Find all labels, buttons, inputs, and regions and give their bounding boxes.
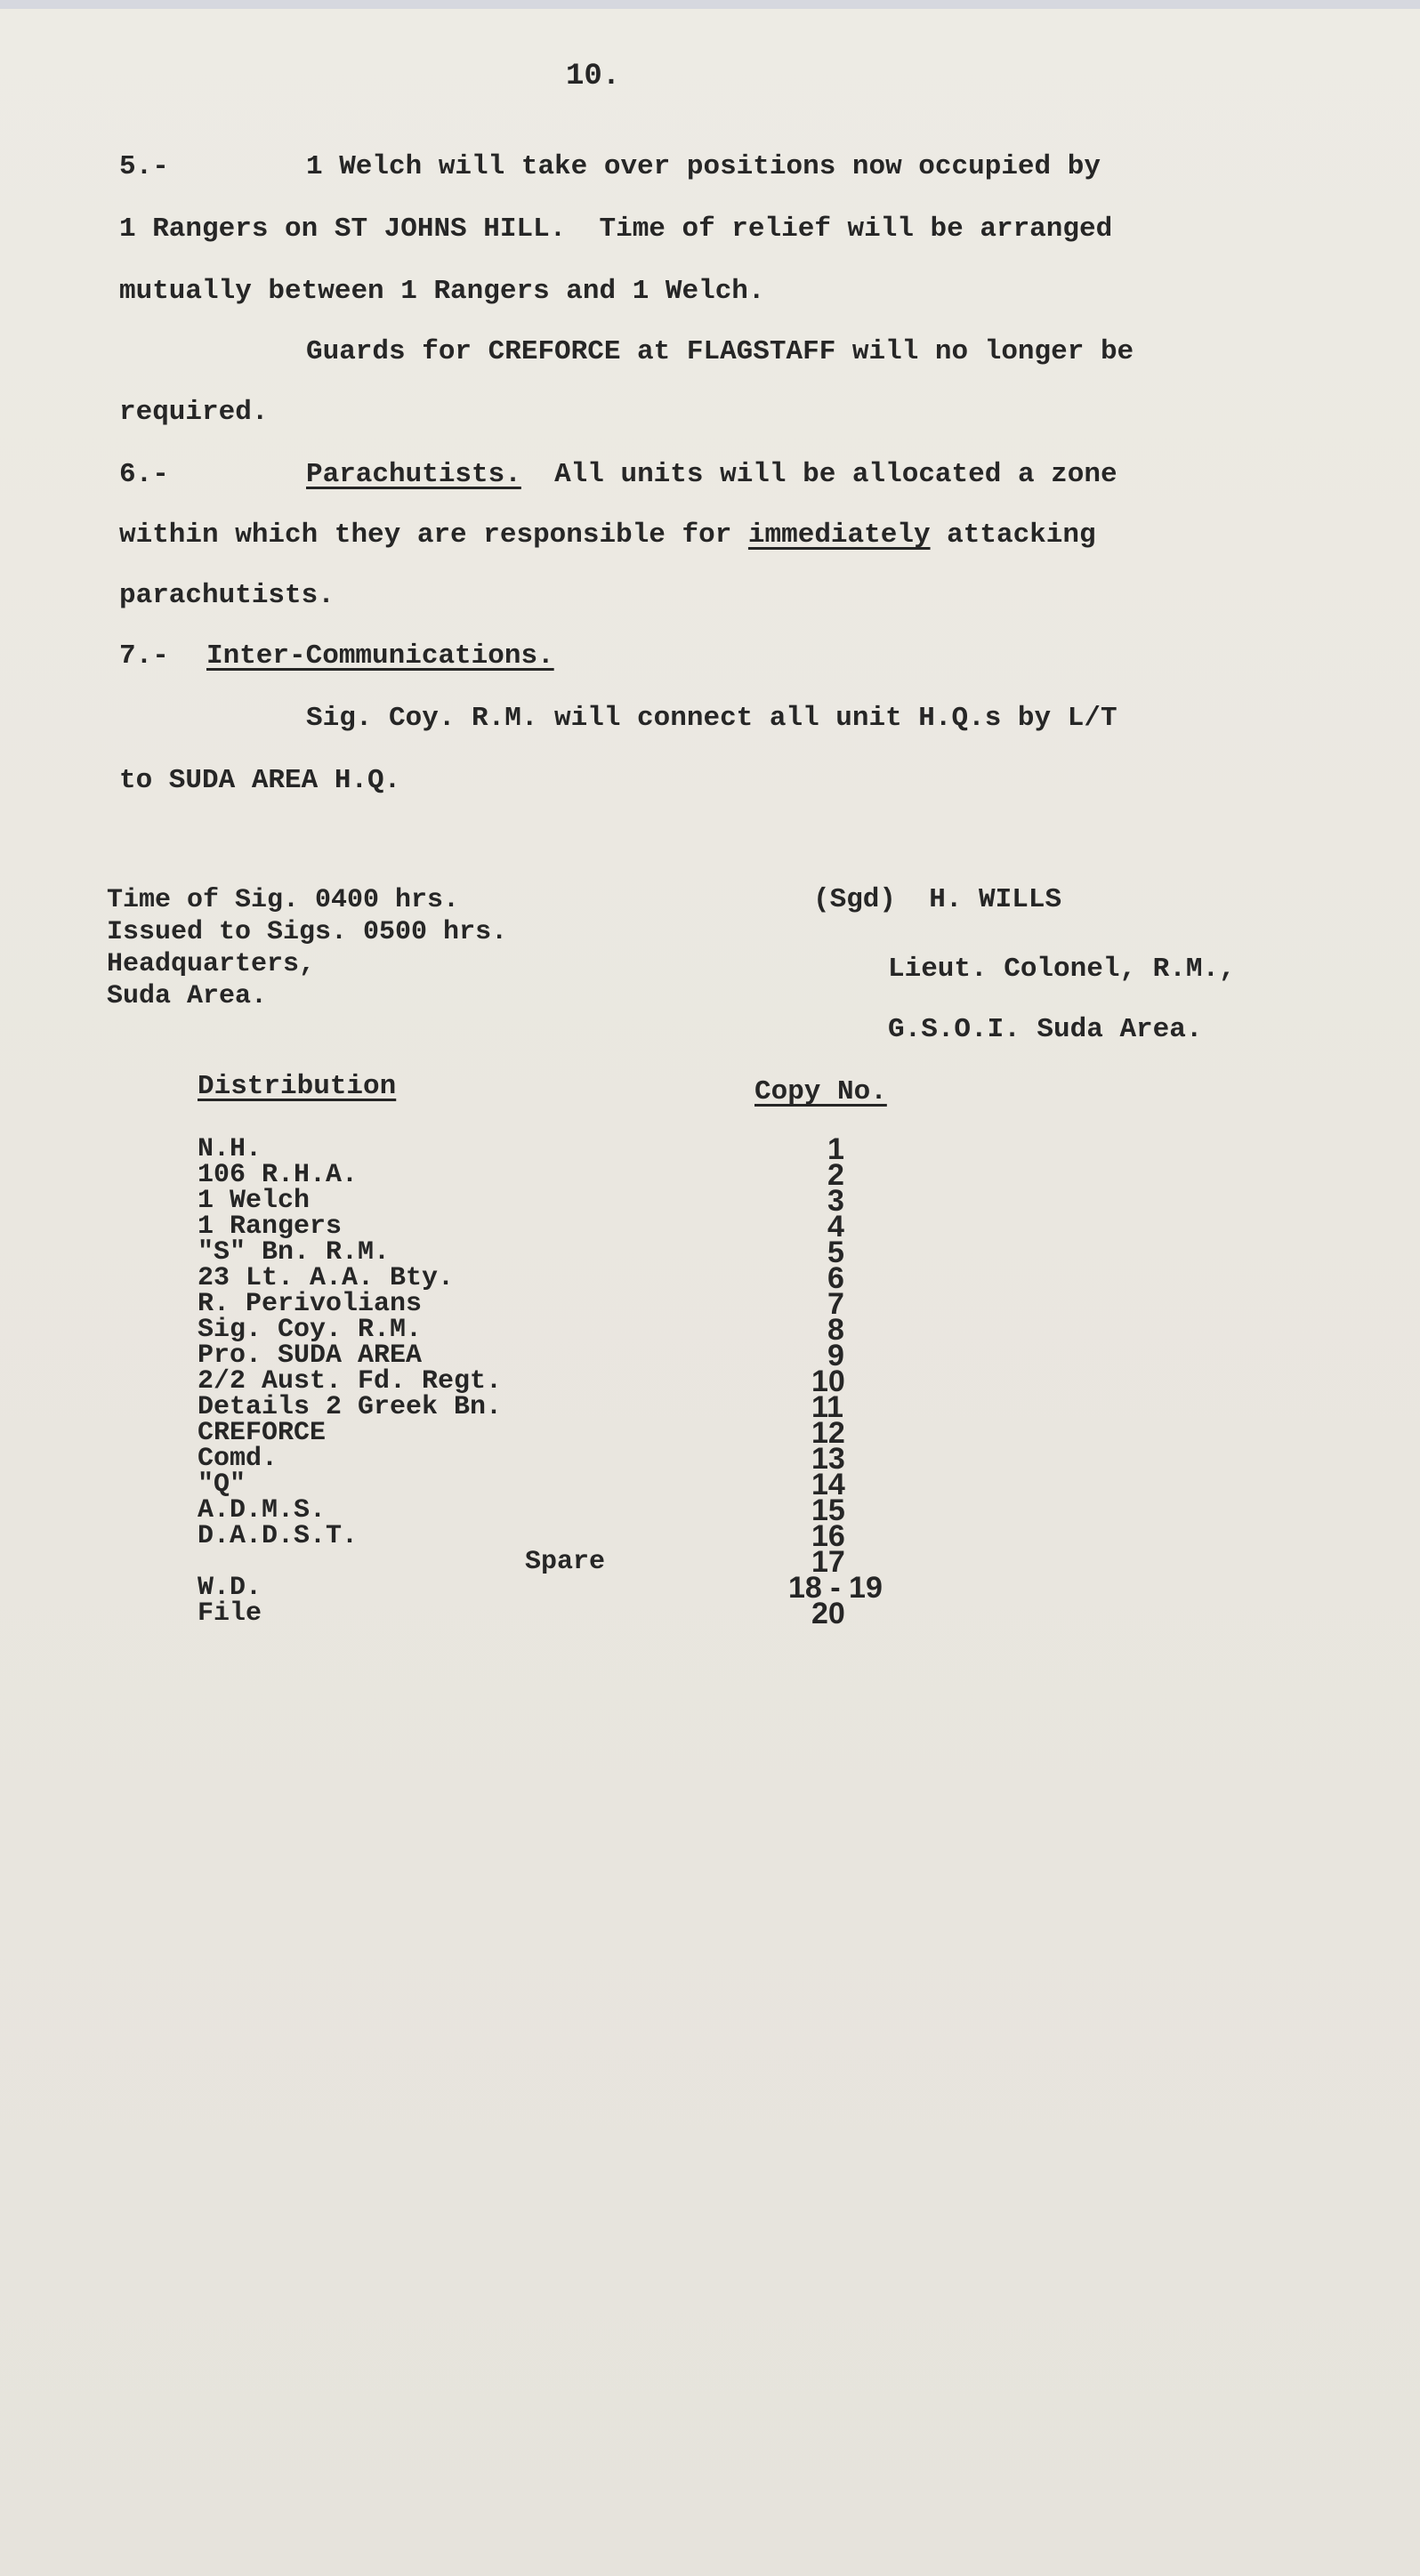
para7-heading: Inter-Communications. [206, 640, 554, 672]
copy-number: 6 [827, 1261, 844, 1295]
copy-number: 13 [811, 1442, 845, 1476]
para7-line2: to SUDA AREA H.Q. [119, 765, 401, 796]
distribution-item: Pro. SUDA AREA [198, 1340, 423, 1371]
distribution-item: Sig. Coy. R.M. [198, 1315, 423, 1345]
para6-heading: Parachutists. [306, 459, 521, 490]
distribution-item: W.D. [198, 1573, 262, 1603]
copy-number: 11 [811, 1390, 843, 1424]
para5-line1: 1 Welch will take over positions now occupied by [306, 151, 1101, 182]
distribution-item: Details 2 Greek Bn. [198, 1392, 503, 1422]
copy-number: 2 [827, 1158, 844, 1192]
para6-line1 [306, 459, 1117, 491]
distribution-item: R. Perivolians [198, 1289, 423, 1319]
copy-number: 18 - 19 [788, 1571, 883, 1605]
copy-number: 3 [827, 1184, 844, 1218]
distribution-item: 23 Lt. A.A. Bty. [198, 1263, 455, 1293]
copy-number: 4 [827, 1210, 844, 1244]
para6-line3: parachutists. [119, 580, 335, 611]
distribution-item: D.A.D.S.T. [198, 1521, 359, 1551]
para5-line4: Guards for CREFORCE at FLAGSTAFF will no longer be [306, 336, 1134, 367]
distribution-item: "S" Bn. R.M. [198, 1237, 391, 1268]
signature-sgd: (Sgd) H. WILLS [813, 884, 1062, 915]
signature-post: G.S.O.I. Suda Area. [888, 1014, 1203, 1045]
issued-to-sigs: Issued to Sigs. 0500 hrs. [107, 917, 508, 947]
copy-number: 14 [811, 1468, 845, 1501]
para7-line1: Sig. Coy. R.M. will connect all unit H.Q.s by L/T [306, 703, 1117, 734]
page-top-edge [0, 0, 1420, 9]
distribution-item: File [198, 1598, 262, 1629]
distribution-item: CREFORCE [198, 1418, 327, 1448]
distribution-item: "Q" [198, 1469, 246, 1500]
para5-number: 5.- [119, 151, 169, 182]
copy-number: 1 [827, 1132, 844, 1166]
para6-line2-a: within which they are responsible for [119, 519, 748, 551]
copy-number: 12 [811, 1416, 845, 1450]
copy-number: 10 [811, 1364, 845, 1398]
para5-line5: required. [119, 397, 269, 428]
copy-number: 17 [811, 1545, 845, 1579]
distribution-item: 106 R.H.A. [198, 1160, 359, 1190]
para5-line3: mutually between 1 Rangers and 1 Welch. [119, 276, 765, 307]
para6-line2 [119, 519, 1096, 551]
para6-line2-b: attacking [930, 519, 1096, 551]
distribution-item: 2/2 Aust. Fd. Regt. [198, 1366, 503, 1397]
distribution-heading: Distribution [198, 1071, 397, 1102]
time-of-sig: Time of Sig. 0400 hrs. [107, 885, 460, 915]
copy-number: 8 [827, 1313, 844, 1347]
distribution-item: 1 Welch [198, 1186, 311, 1216]
distribution-item: Comd. [198, 1444, 278, 1474]
headquarters: Headquarters, [107, 949, 316, 979]
copy-number: 5 [827, 1236, 844, 1269]
distribution-item: N.H. [198, 1134, 262, 1164]
distribution-item: A.D.M.S. [198, 1495, 327, 1525]
copy-no-heading: Copy No. [754, 1076, 887, 1107]
copy-number: 15 [811, 1493, 845, 1527]
distribution-item: 1 Rangers [198, 1212, 343, 1242]
para6-line1-rest: All units will be allocated a zone [554, 459, 1117, 490]
para7-number: 7.- [119, 640, 169, 672]
para5-line2: 1 Rangers on ST JOHNS HILL. Time of relief will be arranged [119, 213, 1113, 245]
suda-area: Suda Area. [107, 981, 268, 1011]
copy-number: 16 [811, 1519, 845, 1553]
copy-number: 20 [811, 1597, 845, 1630]
signature-rank: Lieut. Colonel, R.M., [888, 954, 1236, 985]
page-number: 10. [566, 60, 621, 93]
copy-number: 7 [827, 1287, 844, 1321]
para6-emphasis: immediately [747, 519, 931, 551]
para6-number: 6.- [119, 459, 169, 490]
distribution-item: Spare [525, 1547, 606, 1577]
copy-number: 9 [827, 1339, 844, 1373]
